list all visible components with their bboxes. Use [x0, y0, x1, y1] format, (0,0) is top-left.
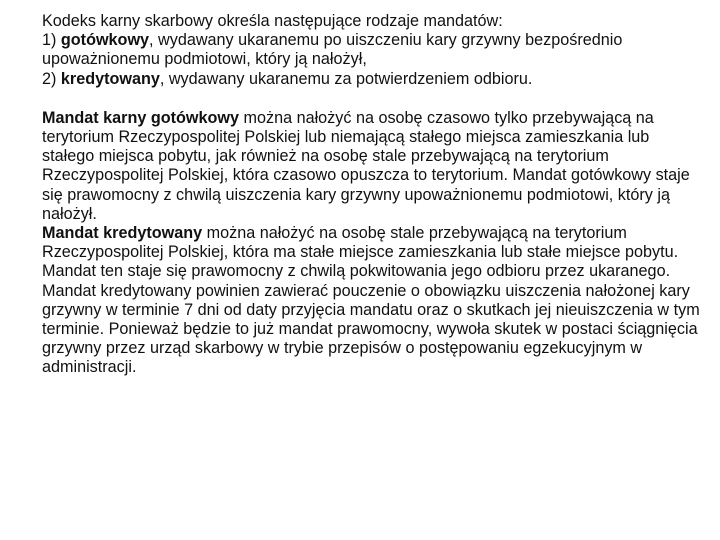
mandate-type-item-1 [42, 31, 704, 69]
credit-mandate-text: można nałożyć na osobę stale przebywającą na terytorium Rzeczypospolitej Polskiej, która ma stałe miejsce zamieszkania lub stałe miejsce pobytu. Mandat ten staje się prawomocny z chwilą pokwitowania jego odbioru przez ukaranego. Mandat kredytowany powinien zawierać pouczenie o obowiązku uiszczenia nałożonej kary grzywny w terminie 7 dni od daty przyjęcia mandatu oraz o skutkach jej nieuiszczenia w tym terminie. Ponieważ będzie to już mandat prawomocny, wywoła skutek w postaci ściągnięcia grzywny przez urząd skarbowy w trybie przepisów o postępowaniu egzekucyjnym w administracji. [42, 224, 700, 377]
item-2-number: 2) [42, 69, 61, 88]
cash-mandate-paragraph [42, 109, 704, 224]
item-1-number: 1) [42, 31, 61, 50]
item-2-term: kredytowany [60, 69, 160, 88]
paragraph-spacer [42, 89, 704, 109]
credit-mandate-paragraph [42, 224, 704, 378]
item-2-description: , wydawany ukaranemu za potwierdzeniem odbioru. [159, 69, 533, 88]
item-1-description: , wydawany ukaranemu po uiszczeniu kary grzywny bezpośrednio upoważnionemu podmiotowi, który ją nałożył, [42, 31, 623, 69]
mandate-type-item-2 [42, 70, 704, 89]
cash-mandate-text: można nałożyć na osobę czasowo tylko przebywającą na terytorium Rzeczypospolitej Polskiej lub niemającą stałego miejsca zamieszkania lub stałego miejsca pobytu, jak również na osobę stale przebywającą na terytorium Rzeczypospolitej Polskiej, która czasowo opuszcza to terytorium. Mandat gotówkowy staje się prawomocny z chwilą uiszczenia kary grzywny upoważnionemu podmiotowi, który ją nałożył. [42, 108, 690, 223]
slide-content [42, 12, 704, 378]
intro-heading [42, 12, 704, 31]
cash-mandate-term: Mandat karny gotówkowy [42, 108, 239, 127]
intro-heading-text: Kodeks karny skarbowy określa następujące rodzaje mandatów: [42, 12, 503, 30]
item-1-term: gotówkowy [60, 31, 150, 50]
credit-mandate-term: Mandat kredytowany [42, 224, 203, 243]
